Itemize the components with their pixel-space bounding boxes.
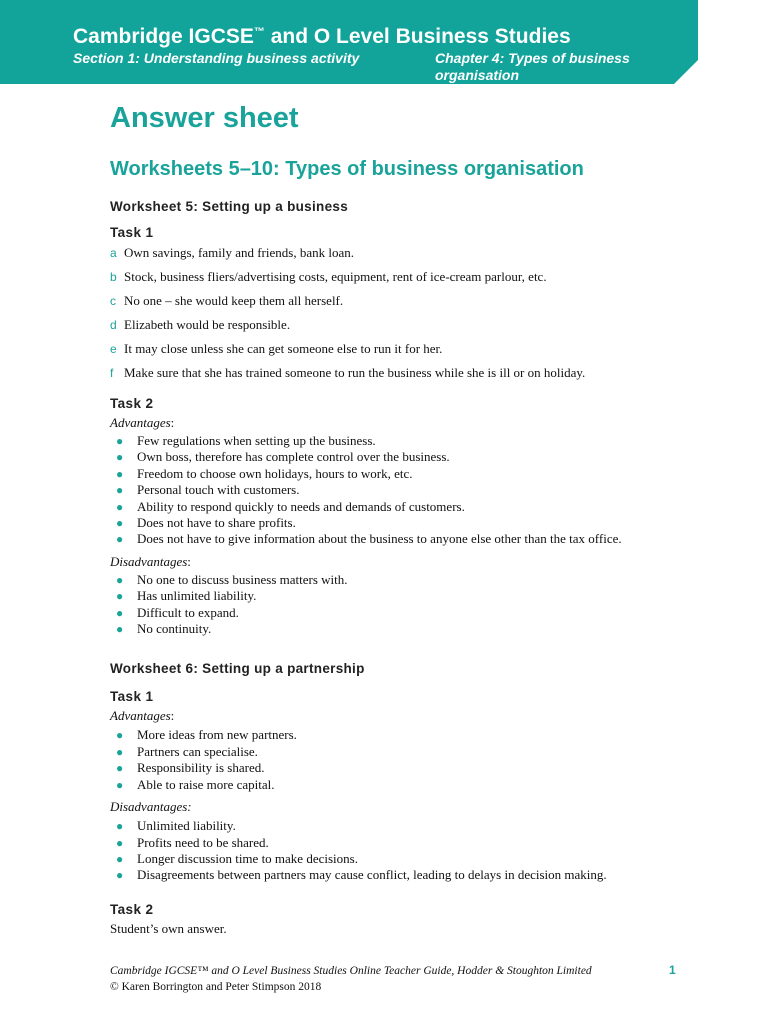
list-item: ● Disagreements between partners may cause conflict, leading to delays in decision making. <box>116 867 607 883</box>
ws6-advantages-label: Advantages: <box>110 708 175 724</box>
bullet-dot-icon: ● <box>116 466 124 481</box>
list-item: ● Longer discussion time to make decisions. <box>116 850 358 866</box>
list-item: f Make sure that she has trained someone to run the business while she is ill or on holiday. <box>110 365 586 380</box>
bullet-dot-icon: ● <box>116 499 124 514</box>
main-content <box>110 97 710 937</box>
list-item: a Own savings, family and friends, bank loan. <box>110 245 354 260</box>
list-item: b Stock, business fliers/advertising costs, equipment, rent of ice-cream parlour, etc. <box>110 269 547 284</box>
list-item: ● Partners can specialise. <box>116 743 258 759</box>
list-item: ● Profits need to be shared. <box>116 834 269 850</box>
bullet-dot-icon: ● <box>116 761 124 776</box>
bullet-dot-icon: ● <box>116 572 124 587</box>
header-chapter: Chapter 4: Types of business organisation <box>435 50 630 83</box>
page-number: 1 <box>669 963 676 977</box>
ws5-disadvantages-label: Disadvantages: <box>110 553 191 569</box>
list-item: ● Own boss, therefore has complete control over the business. <box>116 449 450 465</box>
footer-copyright: © Karen Borrington and Peter Stimpson 2018 <box>110 981 322 993</box>
list-item: ● Freedom to choose own holidays, hours to work, etc. <box>116 465 413 481</box>
list-item: d Elizabeth would be responsible. <box>110 317 291 332</box>
ws6-task1-heading: Task 1 <box>110 689 154 705</box>
subtitle: Worksheets 5–10: Types of business organisation <box>110 158 584 180</box>
list-item: e It may close unless she can get someone else to run it for her. <box>110 341 443 356</box>
list-item: ● Does not have to give information about the business to anyone else other than the tax office. <box>116 531 622 547</box>
bullet-dot-icon: ● <box>116 516 124 531</box>
ws6-advantages-list <box>110 727 710 793</box>
footer <box>110 963 680 995</box>
bullet-dot-icon: ● <box>116 532 124 547</box>
list-item: ● Few regulations when setting up the business. <box>116 433 376 448</box>
bullet-dot-icon: ● <box>116 589 124 604</box>
ws6-disadvantages-list <box>110 818 710 884</box>
bullet-dot-icon: ● <box>116 851 124 866</box>
list-item: ● Personal touch with customers. <box>116 482 300 498</box>
list-item: ● Responsibility is shared. <box>116 760 265 776</box>
list-item: ● No continuity. <box>116 621 212 637</box>
bullet-dot-icon: ● <box>116 483 124 498</box>
list-item: ● Able to raise more capital. <box>116 776 275 792</box>
worksheet-6-heading: Worksheet 6: Setting up a partnership <box>110 661 365 677</box>
bullet-dot-icon: ● <box>116 622 124 637</box>
list-item: ● Has unlimited liability. <box>116 588 257 604</box>
list-item: ● Difficult to expand. <box>116 604 239 620</box>
ws6-task2-heading: Task 2 <box>110 901 154 917</box>
ws5-advantages-list <box>110 433 710 548</box>
bullet-dot-icon: ● <box>116 835 124 850</box>
ws5-disadvantages-list <box>110 572 710 638</box>
header-title: Cambridge IGCSE™ and O Level Business Studies <box>73 25 571 48</box>
bullet-dot-icon: ● <box>116 744 124 759</box>
bullet-dot-icon: ● <box>116 605 124 620</box>
bullet-dot-icon: ● <box>116 819 124 834</box>
ws5-task1-heading: Task 1 <box>110 225 154 240</box>
list-item: c No one – she would keep them all herself. <box>110 293 344 308</box>
ws5-task1-list <box>110 245 710 381</box>
worksheet-5-heading: Worksheet 5: Setting up a business <box>110 199 348 214</box>
list-item: ● Does not have to share profits. <box>116 515 296 531</box>
bullet-dot-icon: ● <box>116 450 124 465</box>
header-section: Section 1: Understanding business activity <box>73 50 360 66</box>
list-item: ● Ability to respond quickly to needs and demands of customers. <box>116 498 465 514</box>
list-item: ● Unlimited liability. <box>116 818 236 834</box>
bullet-dot-icon: ● <box>116 777 124 792</box>
bullet-dot-icon: ● <box>116 868 124 883</box>
ws6-disadvantages-label: Disadvantages: <box>110 799 192 815</box>
bullet-dot-icon: ● <box>116 434 124 448</box>
list-item: ● No one to discuss business matters with. <box>116 571 348 587</box>
ws6-task2-answer: Student’s own answer. <box>110 920 227 936</box>
page-title: Answer sheet <box>110 102 299 134</box>
footer-publication: Cambridge IGCSE™ and O Level Business Studies Online Teacher Guide, Hodder & Stoughton Limited <box>110 965 592 977</box>
ws5-advantages-label: Advantages: <box>110 415 175 430</box>
ws5-task2-heading: Task 2 <box>110 396 154 411</box>
list-item: ● More ideas from new partners. <box>116 727 297 743</box>
bullet-dot-icon: ● <box>116 728 124 743</box>
